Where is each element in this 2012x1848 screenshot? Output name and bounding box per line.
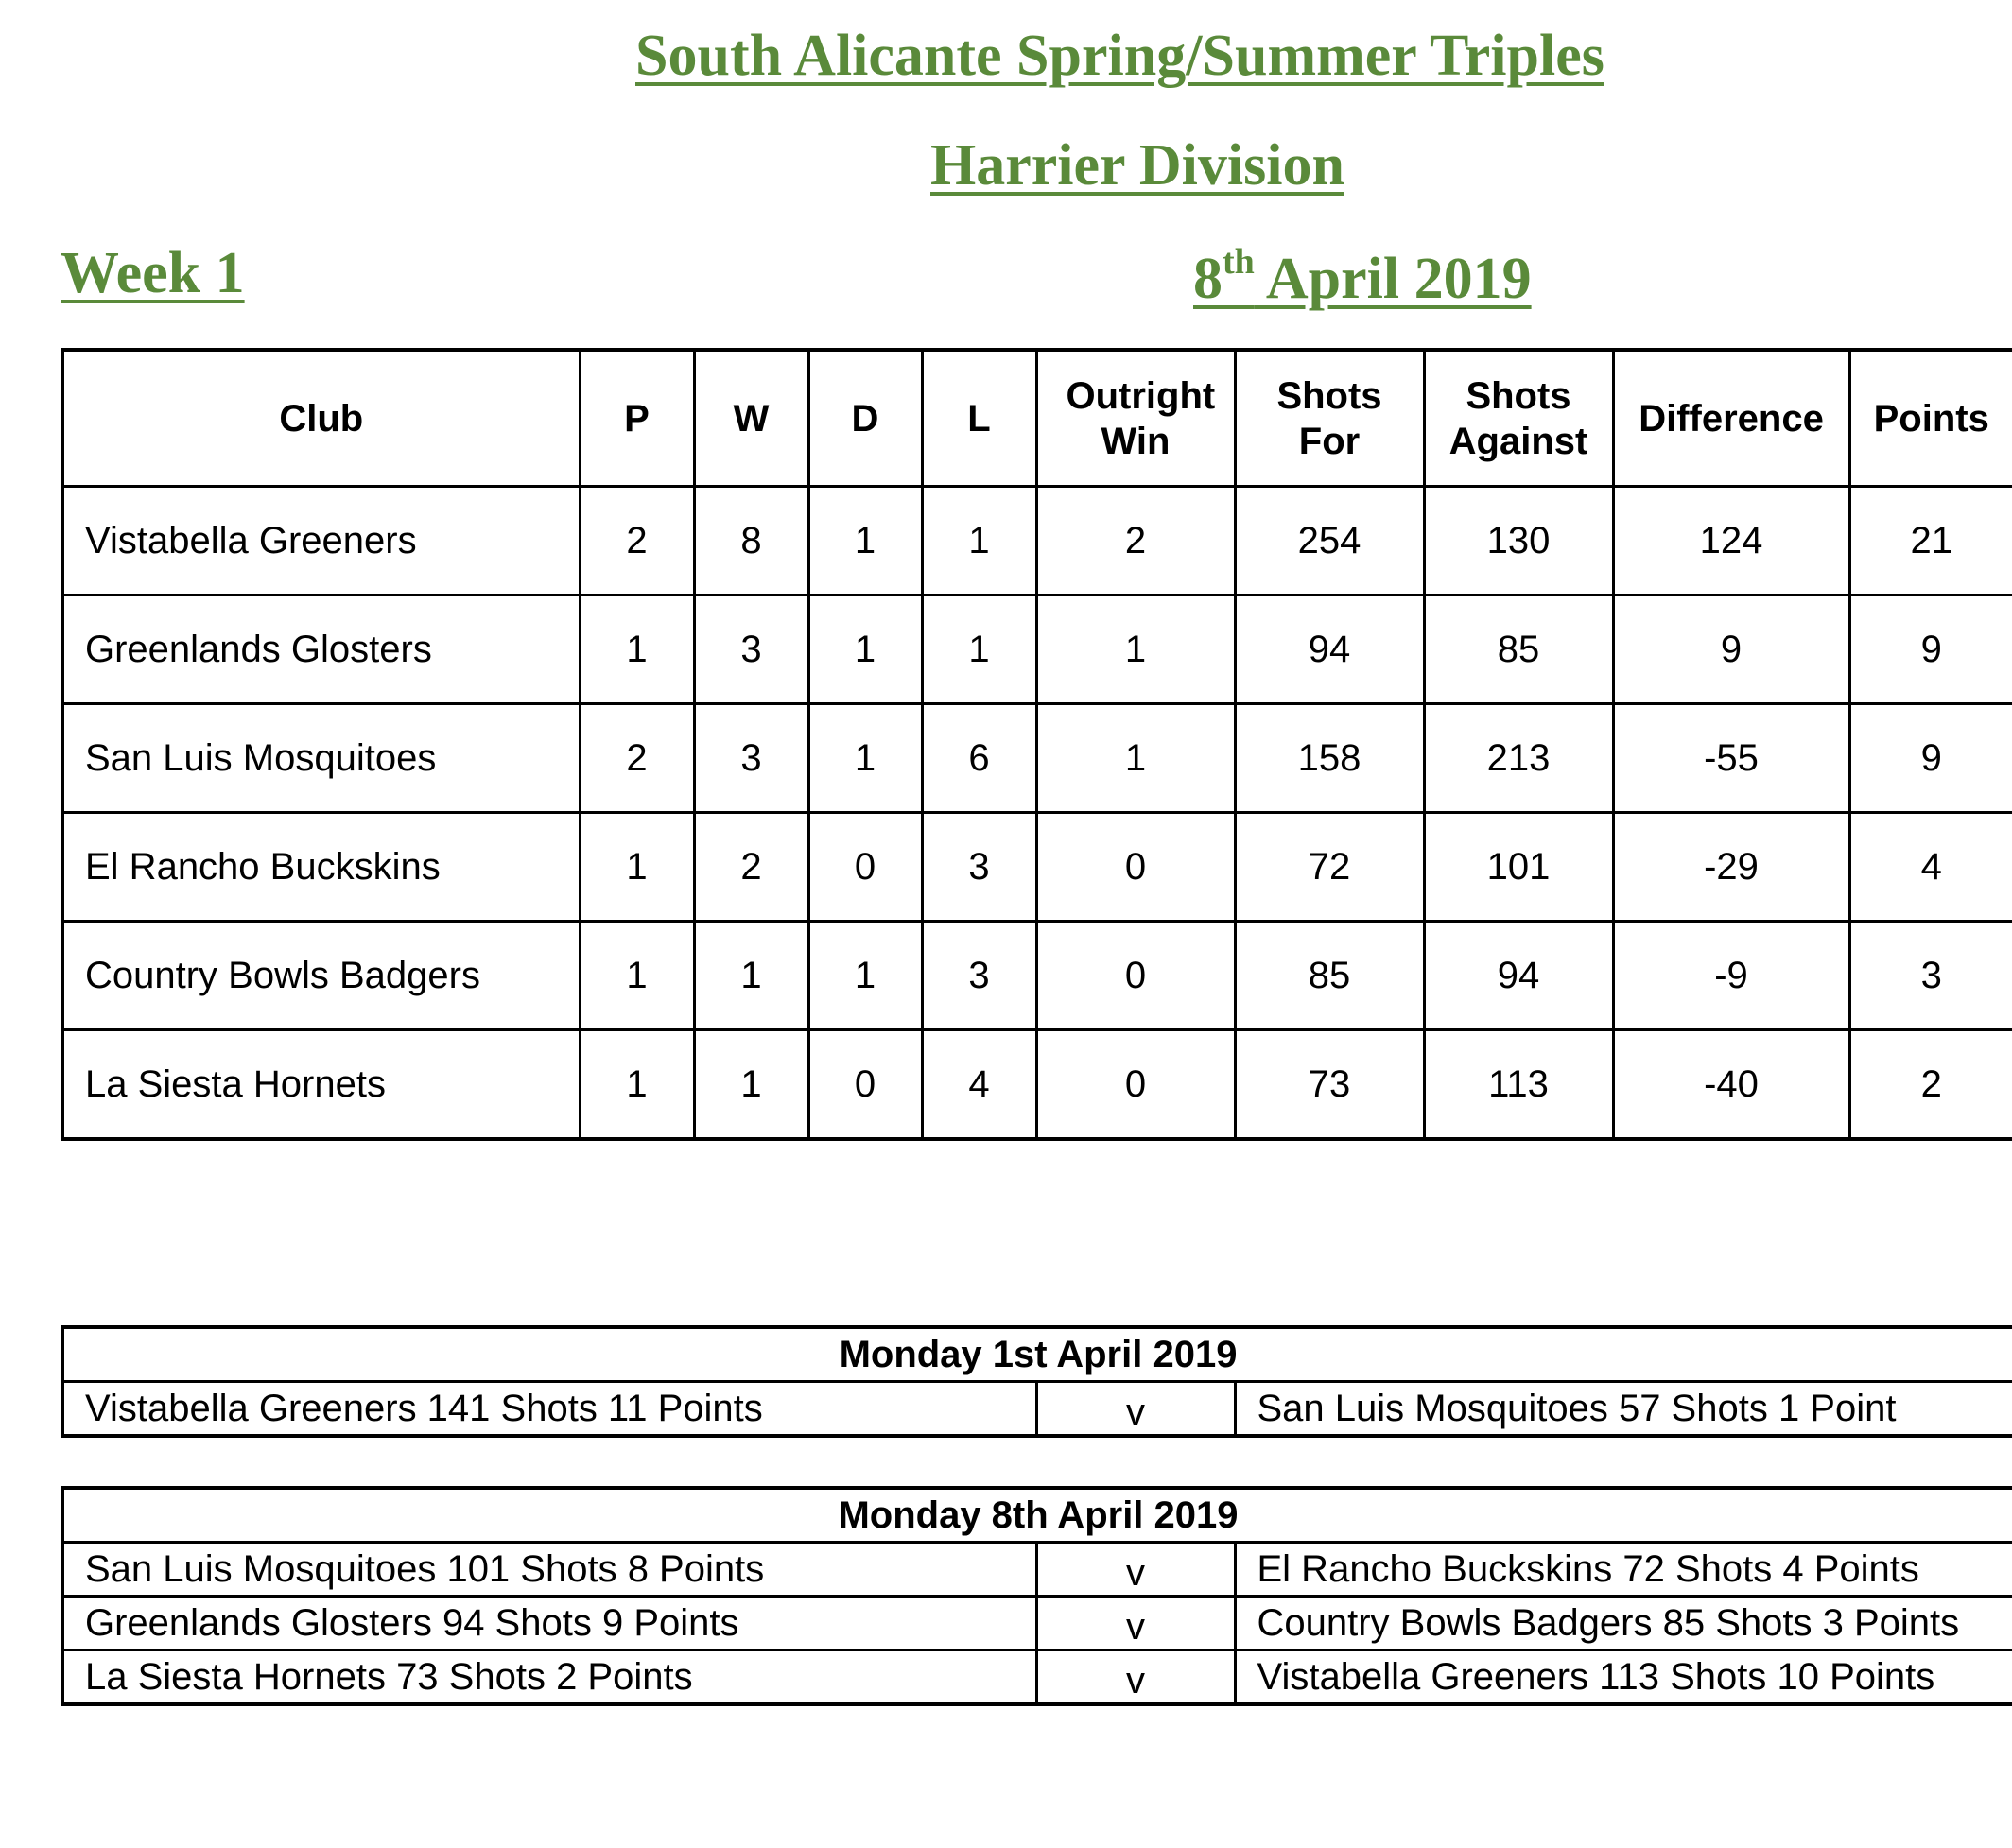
cell-played: 2 — [580, 704, 694, 813]
cell-lost: 1 — [922, 596, 1036, 704]
cell-difference: -40 — [1613, 1030, 1849, 1140]
table-row — [62, 704, 2012, 813]
cell-shots-against: 85 — [1424, 596, 1613, 704]
cell-lost: 1 — [922, 487, 1036, 596]
cell-drawn: 0 — [808, 1030, 922, 1140]
table-row — [62, 922, 2012, 1030]
cell-outright-win: 0 — [1036, 922, 1235, 1030]
table-row — [62, 1030, 2012, 1140]
cell-played: 1 — [580, 596, 694, 704]
column-header-drawn: D — [808, 350, 922, 487]
cell-points: 3 — [1849, 922, 2012, 1030]
standings-table — [61, 348, 2012, 1141]
match-away: El Rancho Buckskins 72 Shots 4 Points — [1235, 1543, 2012, 1597]
cell-drawn: 1 — [808, 704, 922, 813]
match-versus: v — [1036, 1650, 1235, 1705]
cell-outright-win: 1 — [1036, 704, 1235, 813]
cell-won: 1 — [694, 1030, 808, 1140]
cell-lost: 6 — [922, 704, 1036, 813]
column-header-shots-against: Shots Against — [1424, 350, 1613, 487]
match-versus: v — [1036, 1543, 1235, 1597]
match-away: San Luis Mosquitoes 57 Shots 1 Point — [1235, 1382, 2012, 1437]
cell-shots-against: 94 — [1424, 922, 1613, 1030]
cell-drawn: 1 — [808, 922, 922, 1030]
cell-won: 8 — [694, 487, 808, 596]
cell-outright-win: 0 — [1036, 1030, 1235, 1140]
cell-shots-for: 72 — [1235, 813, 1424, 922]
cell-played: 2 — [580, 487, 694, 596]
cell-shots-for: 94 — [1235, 596, 1424, 704]
cell-drawn: 1 — [808, 596, 922, 704]
results-date-row — [62, 1488, 2012, 1543]
match-row — [62, 1650, 2012, 1705]
cell-difference: -9 — [1613, 922, 1849, 1030]
cell-lost: 3 — [922, 813, 1036, 922]
cell-difference: 9 — [1613, 596, 1849, 704]
cell-drawn: 0 — [808, 813, 922, 922]
cell-won: 2 — [694, 813, 808, 922]
cell-club: Vistabella Greeners — [62, 487, 580, 596]
cell-outright-win: 2 — [1036, 487, 1235, 596]
column-header-shots-for: Shots For — [1235, 350, 1424, 487]
column-header-club: Club — [62, 350, 580, 487]
results-date-row — [62, 1327, 2012, 1382]
date-label — [1193, 242, 1532, 311]
cell-difference: -29 — [1613, 813, 1849, 922]
column-header-difference: Difference — [1613, 350, 1849, 487]
cell-won: 1 — [694, 922, 808, 1030]
cell-points: 2 — [1849, 1030, 2012, 1140]
cell-played: 1 — [580, 813, 694, 922]
cell-shots-for: 254 — [1235, 487, 1424, 596]
match-versus: v — [1036, 1382, 1235, 1437]
column-header-outright-win: Outright Win — [1036, 350, 1235, 487]
cell-club: El Rancho Buckskins — [62, 813, 580, 922]
results-table-2 — [61, 1486, 2012, 1706]
match-home: La Siesta Hornets 73 Shots 2 Points — [62, 1650, 1036, 1705]
cell-points: 9 — [1849, 596, 2012, 704]
page-title: South Alicante Spring/Summer Triples — [635, 24, 1604, 88]
column-header-won: W — [694, 350, 808, 487]
date-day: 8 — [1193, 247, 1223, 311]
cell-shots-for: 158 — [1235, 704, 1424, 813]
match-row — [62, 1543, 2012, 1597]
column-header-played: P — [580, 350, 694, 487]
cell-shots-against: 213 — [1424, 704, 1613, 813]
results-date: Monday 1st April 2019 — [62, 1327, 2012, 1382]
column-header-points: Points — [1849, 350, 2012, 487]
cell-drawn: 1 — [808, 487, 922, 596]
cell-shots-against: 113 — [1424, 1030, 1613, 1140]
match-versus: v — [1036, 1597, 1235, 1650]
cell-points: 9 — [1849, 704, 2012, 813]
cell-played: 1 — [580, 922, 694, 1030]
cell-club: Country Bowls Badgers — [62, 922, 580, 1030]
table-row — [62, 596, 2012, 704]
cell-points: 4 — [1849, 813, 2012, 922]
division-title: Harrier Division — [930, 133, 1344, 198]
cell-lost: 3 — [922, 922, 1036, 1030]
table-row — [62, 813, 2012, 922]
match-row — [62, 1597, 2012, 1650]
cell-won: 3 — [694, 704, 808, 813]
cell-won: 3 — [694, 596, 808, 704]
cell-club: La Siesta Hornets — [62, 1030, 580, 1140]
cell-club: San Luis Mosquitoes — [62, 704, 580, 813]
match-away: Country Bowls Badgers 85 Shots 3 Points — [1235, 1597, 2012, 1650]
results-table-1 — [61, 1325, 2012, 1438]
match-home: Vistabella Greeners 141 Shots 11 Points — [62, 1382, 1036, 1437]
cell-club: Greenlands Glosters — [62, 596, 580, 704]
week-label: Week 1 — [61, 241, 245, 305]
cell-shots-for: 85 — [1235, 922, 1424, 1030]
cell-lost: 4 — [922, 1030, 1036, 1140]
match-home: San Luis Mosquitoes 101 Shots 8 Points — [62, 1543, 1036, 1597]
match-away: Vistabella Greeners 113 Shots 10 Points — [1235, 1650, 2012, 1705]
date-rest: April 2019 — [1254, 247, 1532, 311]
cell-outright-win: 0 — [1036, 813, 1235, 922]
standings-header-row — [62, 350, 2012, 487]
results-date: Monday 8th April 2019 — [62, 1488, 2012, 1543]
cell-shots-against: 101 — [1424, 813, 1613, 922]
cell-difference: 124 — [1613, 487, 1849, 596]
match-home: Greenlands Glosters 94 Shots 9 Points — [62, 1597, 1036, 1650]
table-row — [62, 487, 2012, 596]
match-row — [62, 1382, 2012, 1437]
cell-difference: -55 — [1613, 704, 1849, 813]
cell-points: 21 — [1849, 487, 2012, 596]
cell-outright-win: 1 — [1036, 596, 1235, 704]
column-header-lost: L — [922, 350, 1036, 487]
cell-shots-for: 73 — [1235, 1030, 1424, 1140]
cell-shots-against: 130 — [1424, 487, 1613, 596]
date-suffix: th — [1223, 242, 1255, 282]
cell-played: 1 — [580, 1030, 694, 1140]
